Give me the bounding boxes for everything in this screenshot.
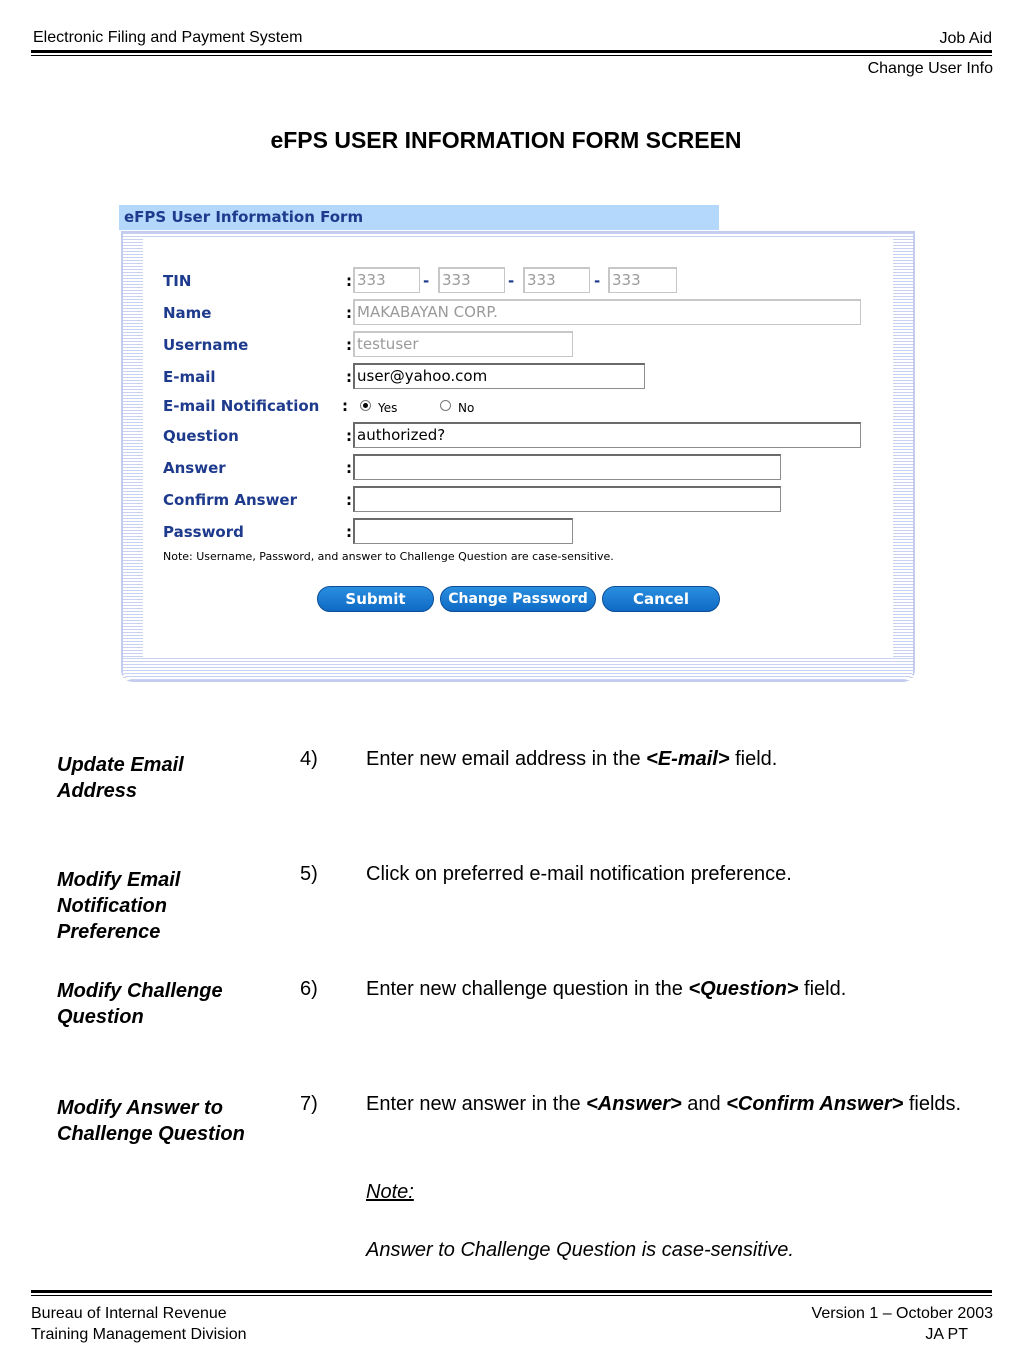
- step-number: 5): [300, 863, 318, 885]
- form-header: [119, 205, 719, 230]
- footer-code: JA PT: [925, 1326, 968, 1343]
- question-field[interactable]: authorized?: [353, 422, 861, 448]
- tin-dash: -: [594, 272, 601, 290]
- step-text: Enter new email address in the <E-mail> field.: [366, 748, 778, 770]
- step-text: Click on preferred e-mail notification preference.: [366, 863, 792, 885]
- name-field[interactable]: MAKABAYAN CORP.: [353, 299, 861, 325]
- step-number: 6): [300, 978, 318, 1000]
- footer-org: Bureau of Internal Revenue: [31, 1305, 227, 1322]
- password-label: Password: [163, 523, 244, 541]
- tin-field-2[interactable]: 333: [438, 267, 505, 293]
- colon: :: [346, 272, 352, 290]
- tin-field-1[interactable]: 333: [353, 267, 420, 293]
- password-field[interactable]: [353, 518, 573, 544]
- footer-rule: [31, 1290, 992, 1296]
- step-text: Enter new answer in the <Answer> and <Confirm Answer> fields.: [366, 1093, 962, 1115]
- header-rule: [31, 50, 992, 56]
- colon: :: [346, 304, 352, 322]
- colon: :: [346, 368, 352, 386]
- colon: :: [342, 397, 348, 415]
- step-number: 7): [300, 1093, 318, 1115]
- section-heading: Update Email Address: [57, 754, 184, 802]
- tin-field-3[interactable]: 333: [523, 267, 590, 293]
- notification-yes-label: Yes: [378, 401, 398, 415]
- header-doc-type: Job Aid: [939, 30, 992, 47]
- answer-field[interactable]: [353, 454, 781, 480]
- footer-division: Training Management Division: [31, 1326, 247, 1343]
- tin-field-4[interactable]: 333: [608, 267, 677, 293]
- answer-label: Answer: [163, 459, 226, 477]
- notification-no-label: No: [458, 401, 475, 415]
- colon: :: [346, 523, 352, 541]
- email-label: E-mail: [163, 368, 216, 386]
- username-label: Username: [163, 336, 249, 354]
- colon: :: [346, 427, 352, 445]
- colon: :: [346, 336, 352, 354]
- note-heading: Note:: [366, 1181, 414, 1203]
- footer-version: Version 1 – October 2003: [811, 1305, 993, 1322]
- tin-dash: -: [508, 272, 515, 290]
- notification-no-radio[interactable]: [440, 400, 451, 411]
- cancel-button[interactable]: Cancel: [602, 586, 720, 612]
- note-text: Answer to Challenge Question is case-sensitive.: [366, 1239, 794, 1261]
- email-notification-label: E-mail Notification: [163, 397, 320, 415]
- colon: :: [346, 459, 352, 477]
- email-field[interactable]: user@yahoo.com: [353, 363, 645, 389]
- name-label: Name: [163, 304, 212, 322]
- username-field[interactable]: testuser: [353, 331, 573, 357]
- tin-dash: -: [423, 272, 430, 290]
- change-password-button[interactable]: Change Password: [440, 586, 596, 612]
- header-system-name: Electronic Filing and Payment System: [33, 29, 303, 46]
- step-text: Enter new challenge question in the <Question> field.: [366, 978, 847, 1000]
- submit-button[interactable]: Submit: [317, 586, 434, 612]
- colon: :: [346, 491, 352, 509]
- tin-label: TIN: [163, 272, 192, 290]
- section-heading: Modify Answer to Challenge Question: [57, 1097, 245, 1145]
- page-title: eFPS USER INFORMATION FORM SCREEN: [270, 127, 742, 153]
- section-heading: Modify Email Notification Preference: [57, 869, 181, 943]
- form-note: Note: Username, Password, and answer to Challenge Question are case-sensitive.: [163, 550, 614, 563]
- header-topic: Change User Info: [867, 60, 993, 77]
- section-heading: Modify Challenge Question: [57, 980, 223, 1028]
- question-label: Question: [163, 427, 239, 445]
- form-title: eFPS User Information Form: [124, 208, 364, 226]
- step-number: 4): [300, 748, 318, 770]
- notification-yes-radio[interactable]: [360, 400, 371, 411]
- confirm-answer-field[interactable]: [353, 486, 781, 512]
- confirm-answer-label: Confirm Answer: [163, 491, 298, 509]
